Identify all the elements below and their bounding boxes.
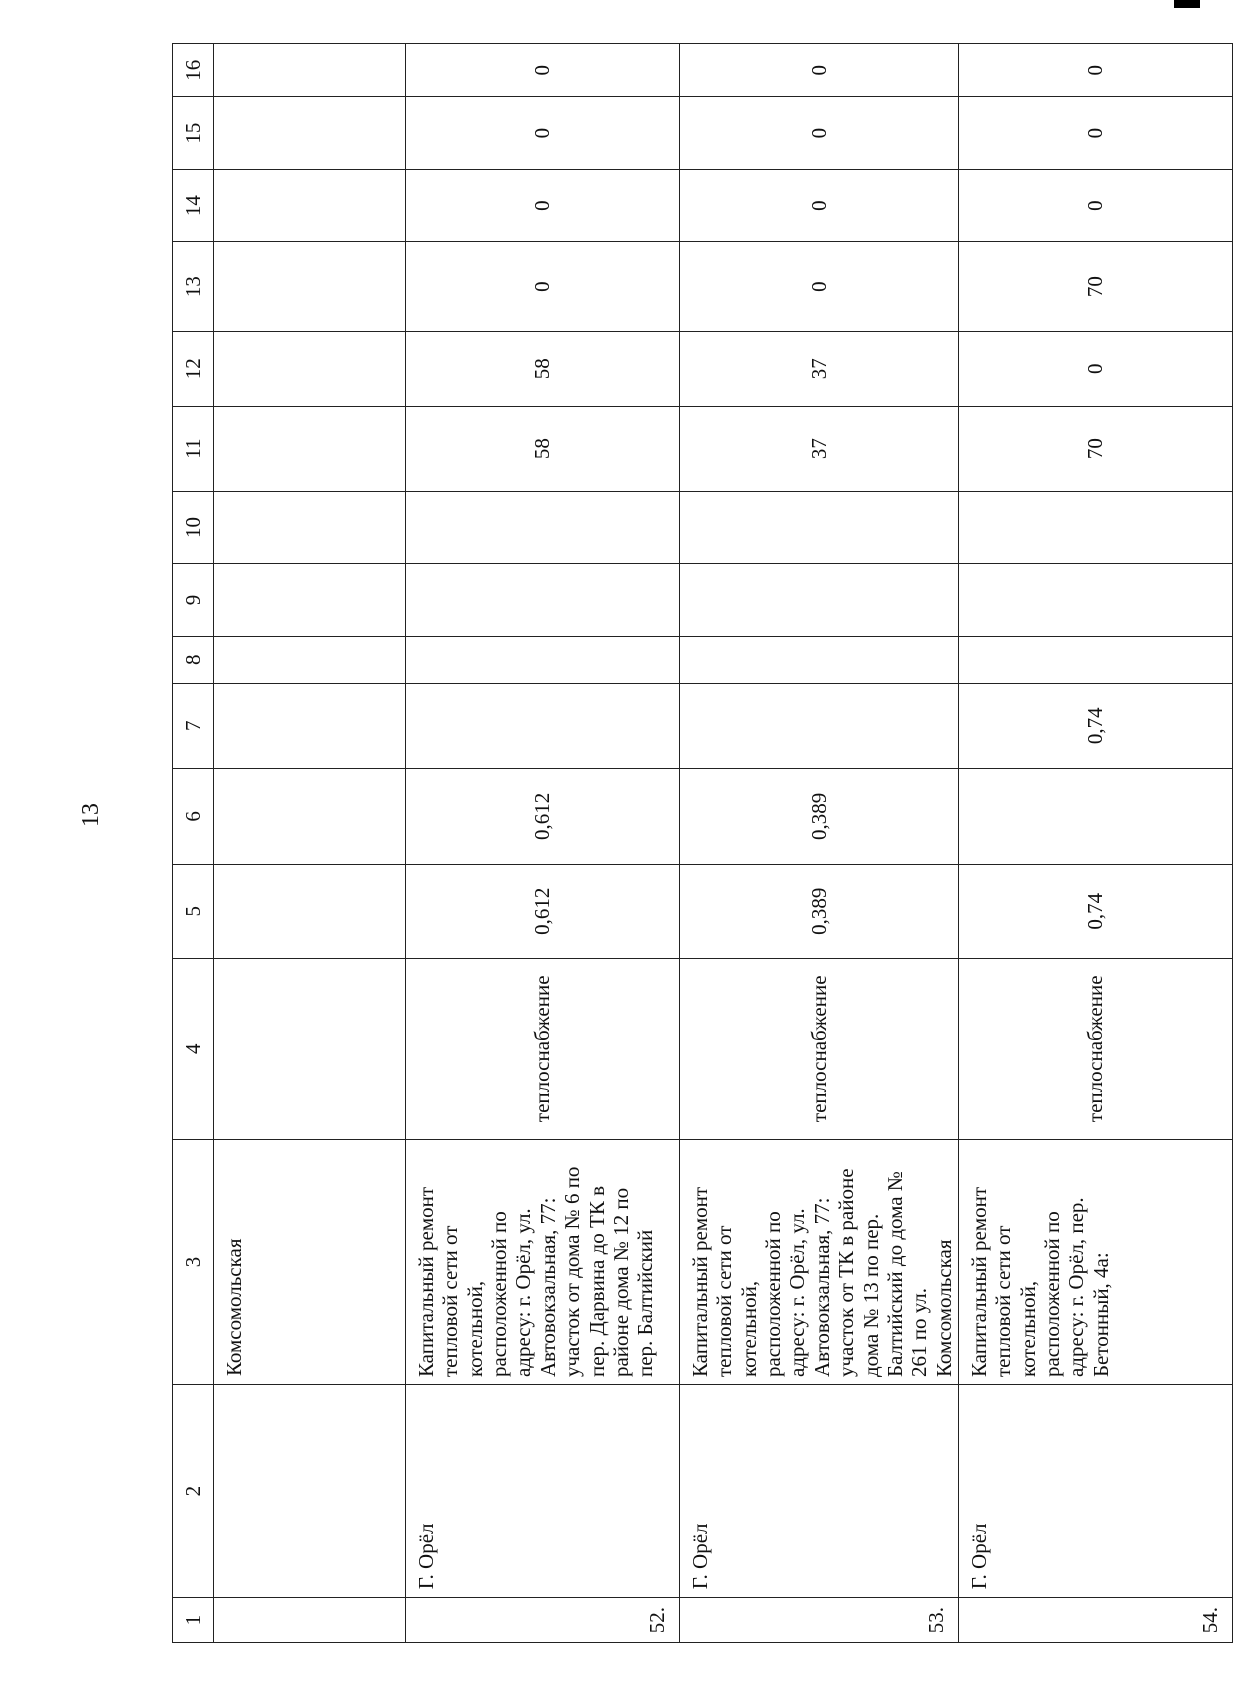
table-cell <box>214 1598 406 1643</box>
table-cell <box>214 768 406 864</box>
table-cell <box>958 768 1232 864</box>
table-cell: 0,612 <box>406 864 680 958</box>
table-cell <box>214 1385 406 1598</box>
col-header: 12 <box>173 331 214 406</box>
repair-table <box>172 43 1233 1643</box>
col-header: 5 <box>173 864 214 958</box>
row-number: 53. <box>680 1598 959 1643</box>
table-cell: 0 <box>406 44 680 97</box>
table-cell: 0 <box>958 97 1232 169</box>
table-cell <box>680 683 959 768</box>
table-cell: 37 <box>680 406 959 491</box>
table-cell <box>214 491 406 563</box>
table-cell: 0,612 <box>406 768 680 864</box>
table-cell: 0 <box>680 97 959 169</box>
col-header: 14 <box>173 169 214 241</box>
table-cell <box>958 564 1232 636</box>
col-header: 6 <box>173 768 214 864</box>
table-cell <box>958 636 1232 683</box>
table-cell: 0 <box>406 97 680 169</box>
table-row <box>958 44 1232 1643</box>
table-cell <box>680 564 959 636</box>
table-cell: 0 <box>958 169 1232 241</box>
table-cell: 0,74 <box>958 864 1232 958</box>
row-type: теплоснабжение <box>680 958 959 1139</box>
table-cell: 0 <box>680 44 959 97</box>
table-cell <box>214 864 406 958</box>
col-header: 7 <box>173 683 214 768</box>
table-cell <box>214 44 406 97</box>
table-cell: 0 <box>680 169 959 241</box>
table-row <box>406 44 680 1643</box>
table-cell <box>214 636 406 683</box>
row-type: теплоснабжение <box>958 958 1232 1139</box>
row-number: 52. <box>406 1598 680 1643</box>
column-number-row <box>173 44 214 1643</box>
col-header: 1 <box>173 1598 214 1643</box>
scan-corner-mark <box>1174 0 1200 8</box>
table-cell <box>958 491 1232 563</box>
col-header: 13 <box>173 242 214 332</box>
col-header: 10 <box>173 491 214 563</box>
table-cell <box>214 958 406 1139</box>
table-cell <box>214 169 406 241</box>
table-cell: 0 <box>680 242 959 332</box>
table-cell: 70 <box>958 406 1232 491</box>
row-description: Капитальный ремонт тепловой сети от котельной, расположенной по адресу: г. Орёл, пер. Бетонный, 4а: <box>958 1139 1232 1384</box>
table-row <box>680 44 959 1643</box>
col-header: 8 <box>173 636 214 683</box>
table-cell: 0 <box>406 242 680 332</box>
table-cell <box>214 97 406 169</box>
row-number: 54. <box>958 1598 1232 1643</box>
table-cell: 0,389 <box>680 768 959 864</box>
table-cell: 0 <box>406 169 680 241</box>
table-cell: 0 <box>958 44 1232 97</box>
table-cell <box>214 406 406 491</box>
table-cell <box>406 564 680 636</box>
table-cell: 0,389 <box>680 864 959 958</box>
table-cell <box>680 636 959 683</box>
category-row <box>214 44 406 1643</box>
table-cell <box>406 491 680 563</box>
col-header: 3 <box>173 1139 214 1384</box>
rotated-table-container <box>172 43 1222 1643</box>
row-city: Г. Орёл <box>406 1385 680 1598</box>
table-cell <box>406 683 680 768</box>
table-cell <box>406 636 680 683</box>
col-header: 2 <box>173 1385 214 1598</box>
row-description: Капитальный ремонт тепловой сети от котельной, расположенной по адресу: г. Орёл, ул. Автовокзальная, 77: участок от ТК в районе дома № 13 по пер. Балтийский до дома № 261 по ул. Комсомольская <box>680 1139 959 1384</box>
table-cell: 0,74 <box>958 683 1232 768</box>
table-cell: 58 <box>406 331 680 406</box>
col-header: 11 <box>173 406 214 491</box>
table-cell: 70 <box>958 242 1232 332</box>
table-cell: 0 <box>958 331 1232 406</box>
table-cell <box>214 331 406 406</box>
table-cell: 37 <box>680 331 959 406</box>
row-type: теплоснабжение <box>406 958 680 1139</box>
col-header: 15 <box>173 97 214 169</box>
page-number: 13 <box>78 803 104 827</box>
row-city: Г. Орёл <box>958 1385 1232 1598</box>
table-cell <box>214 683 406 768</box>
table-cell <box>214 242 406 332</box>
table-cell <box>680 491 959 563</box>
col-header: 9 <box>173 564 214 636</box>
table-cell <box>214 564 406 636</box>
col-header: 16 <box>173 44 214 97</box>
row-city: Г. Орёл <box>680 1385 959 1598</box>
category-label: Комсомольская <box>214 1139 406 1384</box>
row-description: Капитальный ремонт тепловой сети от котельной, расположенной по адресу: г. Орёл, ул. Автовокзальная, 77: участок от дома № 6 по пер. Дарвина до ТК в районе дома № 12 по пер. Балтийский <box>406 1139 680 1384</box>
table-cell: 58 <box>406 406 680 491</box>
col-header: 4 <box>173 958 214 1139</box>
